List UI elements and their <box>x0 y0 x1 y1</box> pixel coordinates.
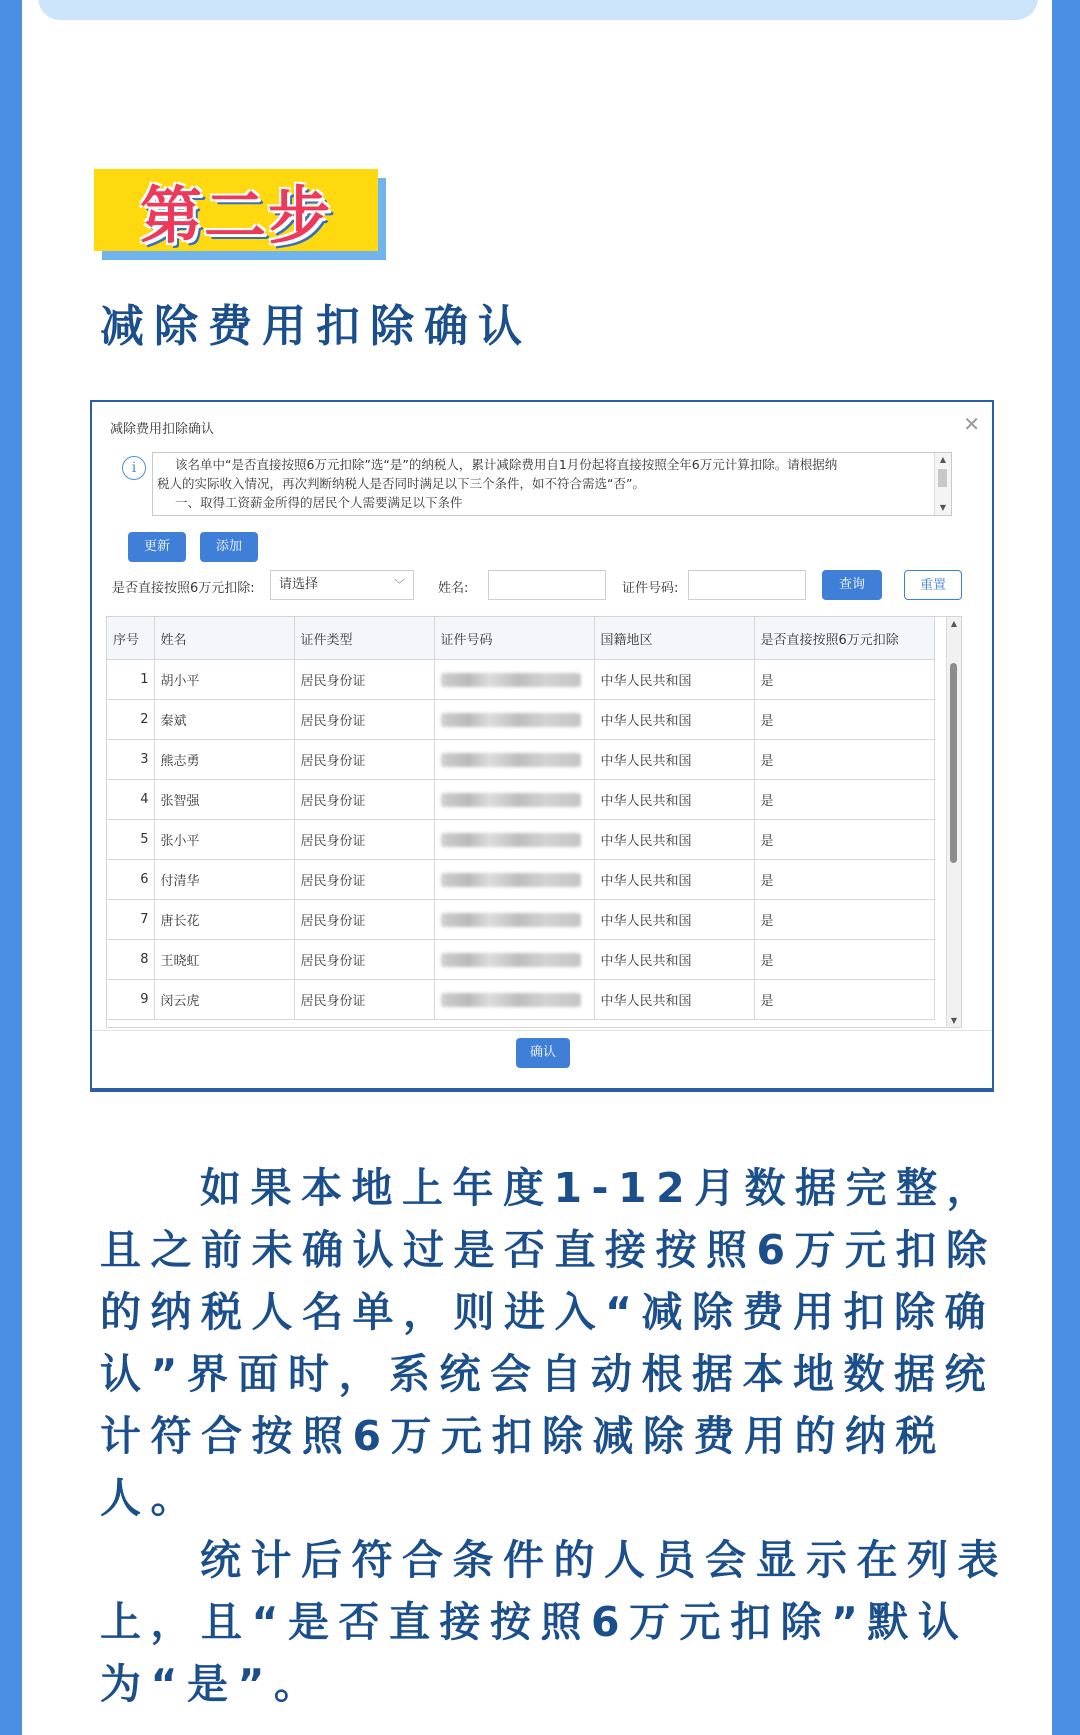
cell-country: 中华人民共和国 <box>594 660 754 700</box>
footer-divider <box>92 1030 992 1031</box>
cell-name: 闵云虎 <box>154 980 294 1020</box>
id-number-input[interactable] <box>688 570 806 600</box>
col-header-id-number[interactable]: 证件号码 <box>434 617 594 660</box>
scroll-thumb[interactable] <box>950 663 957 863</box>
cell-name: 唐长花 <box>154 900 294 940</box>
col-header-country[interactable]: 国籍地区 <box>594 617 754 660</box>
scroll-up-icon[interactable]: ▲ <box>939 455 947 464</box>
notice-line-2: 税人的实际收入情况，再次判断纳税人是否同时满足以下三个条件，如不符合需选“否”。 <box>157 476 645 491</box>
scroll-thumb[interactable] <box>938 469 947 487</box>
notice-line-1: 该名单中“是否直接按照6万元扣除”选“是”的纳税人，累计减除费用自1月份起将直接按照全年6万元计算扣除。请根据纳 <box>175 457 838 472</box>
notice-box <box>152 452 952 516</box>
redacted-id <box>441 753 581 767</box>
redacted-id <box>441 713 581 727</box>
cell-no: 6 <box>107 860 154 900</box>
chevron-down-icon: ﹀ <box>394 578 405 591</box>
cell-no: 2 <box>107 700 154 740</box>
table-scrollbar[interactable] <box>946 617 961 1027</box>
step-badge-label: 第二步 <box>139 178 332 252</box>
step-badge <box>94 169 378 251</box>
table-row[interactable] <box>107 740 934 780</box>
cell-country: 中华人民共和国 <box>594 740 754 780</box>
update-button[interactable]: 更新 <box>128 532 186 562</box>
cell-no: 9 <box>107 980 154 1020</box>
table-row[interactable] <box>107 940 934 980</box>
col-header-deduct[interactable]: 是否直接按照6万元扣除 <box>754 617 934 660</box>
cell-id-number-blurred <box>434 820 594 860</box>
cell-name: 秦斌 <box>154 700 294 740</box>
cell-country: 中华人民共和国 <box>594 900 754 940</box>
redacted-id <box>441 673 581 687</box>
table-row[interactable] <box>107 900 934 940</box>
cell-name: 熊志勇 <box>154 740 294 780</box>
cell-id-type: 居民身份证 <box>294 900 434 940</box>
redacted-id <box>441 913 581 927</box>
cell-id-number-blurred <box>434 780 594 820</box>
cell-country: 中华人民共和国 <box>594 820 754 860</box>
cell-id-number-blurred <box>434 900 594 940</box>
cell-id-number-blurred <box>434 700 594 740</box>
cell-id-type: 居民身份证 <box>294 820 434 860</box>
cell-id-number-blurred <box>434 980 594 1020</box>
table-row[interactable] <box>107 860 934 900</box>
cell-id-type: 居民身份证 <box>294 660 434 700</box>
col-header-no[interactable]: 序号 <box>107 617 154 660</box>
cell-deduct: 是 <box>754 740 934 780</box>
deduct-filter-label: 是否直接按照6万元扣除: <box>112 581 255 596</box>
cell-name: 付清华 <box>154 860 294 900</box>
name-filter-label: 姓名: <box>438 581 469 596</box>
info-icon: i <box>122 456 146 480</box>
cell-country: 中华人民共和国 <box>594 940 754 980</box>
cell-deduct: 是 <box>754 940 934 980</box>
close-icon[interactable]: ✕ <box>963 412 980 436</box>
cell-no: 4 <box>107 780 154 820</box>
cell-deduct: 是 <box>754 660 934 700</box>
id-filter-label: 证件号码: <box>622 581 679 596</box>
cell-name: 张智强 <box>154 780 294 820</box>
dialog-title: 减除费用扣除确认 <box>110 422 215 437</box>
table-row[interactable] <box>107 660 934 700</box>
cell-id-type: 居民身份证 <box>294 780 434 820</box>
cell-id-number-blurred <box>434 660 594 700</box>
name-input[interactable] <box>488 570 606 600</box>
cell-no: 8 <box>107 940 154 980</box>
cell-name: 胡小平 <box>154 660 294 700</box>
cell-no: 1 <box>107 660 154 700</box>
redacted-id <box>441 993 581 1007</box>
cell-id-number-blurred <box>434 940 594 980</box>
article-page <box>22 0 1052 1735</box>
deduct-select-value: 请选择 <box>279 577 319 592</box>
deduct-select[interactable] <box>270 570 414 600</box>
scroll-up-icon[interactable]: ▲ <box>950 619 958 628</box>
scroll-down-icon[interactable]: ▼ <box>950 1016 958 1025</box>
cell-id-type: 居民身份证 <box>294 940 434 980</box>
cell-id-number-blurred <box>434 740 594 780</box>
redacted-id <box>441 833 581 847</box>
redacted-id <box>441 873 581 887</box>
col-header-name[interactable]: 姓名 <box>154 617 294 660</box>
table-row[interactable] <box>107 820 934 860</box>
table-row[interactable] <box>107 700 934 740</box>
confirm-button[interactable]: 确认 <box>516 1038 570 1068</box>
cell-id-type: 居民身份证 <box>294 980 434 1020</box>
add-button[interactable]: 添加 <box>200 532 258 562</box>
cell-country: 中华人民共和国 <box>594 980 754 1020</box>
cell-id-type: 居民身份证 <box>294 740 434 780</box>
cell-name: 张小平 <box>154 820 294 860</box>
body-paragraph-1: 如果本地上年度1-12月数据完整，且之前未确认过是否直接按照6万元扣除的纳税人名单，则进入“减除费用扣除确认”界面时，系统会自动根据本地数据统计符合按照6万元扣除减除费用的纳税人。 <box>100 1164 998 1522</box>
cell-id-number-blurred <box>434 860 594 900</box>
body-paragraph-2: 统计后符合条件的人员会显示在列表上，且“是否直接按照6万元扣除”默认为“是”。 <box>100 1536 1008 1708</box>
cell-country: 中华人民共和国 <box>594 780 754 820</box>
cell-deduct: 是 <box>754 780 934 820</box>
top-banner-band <box>38 0 1038 20</box>
taxpayer-table <box>106 616 962 1028</box>
table-row[interactable] <box>107 780 934 820</box>
table-header-row <box>107 617 934 660</box>
cell-no: 7 <box>107 900 154 940</box>
cell-deduct: 是 <box>754 860 934 900</box>
notice-line-3: 一、取得工资薪金所得的居民个人需要满足以下条件 <box>175 495 463 510</box>
reset-button[interactable]: 重置 <box>904 570 962 600</box>
cell-no: 5 <box>107 820 154 860</box>
col-header-id-type[interactable]: 证件类型 <box>294 617 434 660</box>
cell-deduct: 是 <box>754 980 934 1020</box>
table-row[interactable] <box>107 980 934 1020</box>
cell-deduct: 是 <box>754 900 934 940</box>
cell-id-type: 居民身份证 <box>294 700 434 740</box>
cell-name: 王晓虹 <box>154 940 294 980</box>
cell-deduct: 是 <box>754 820 934 860</box>
cell-country: 中华人民共和国 <box>594 860 754 900</box>
cell-deduct: 是 <box>754 700 934 740</box>
deduction-confirm-dialog <box>90 400 994 1090</box>
scroll-down-icon[interactable]: ▼ <box>939 503 947 512</box>
redacted-id <box>441 953 581 967</box>
cell-no: 3 <box>107 740 154 780</box>
cell-id-type: 居民身份证 <box>294 860 434 900</box>
redacted-id <box>441 793 581 807</box>
query-button[interactable]: 查询 <box>822 570 882 600</box>
cell-country: 中华人民共和国 <box>594 700 754 740</box>
notice-scrollbar[interactable] <box>934 453 951 515</box>
section-title: 减除费用扣除确认 <box>100 301 532 352</box>
